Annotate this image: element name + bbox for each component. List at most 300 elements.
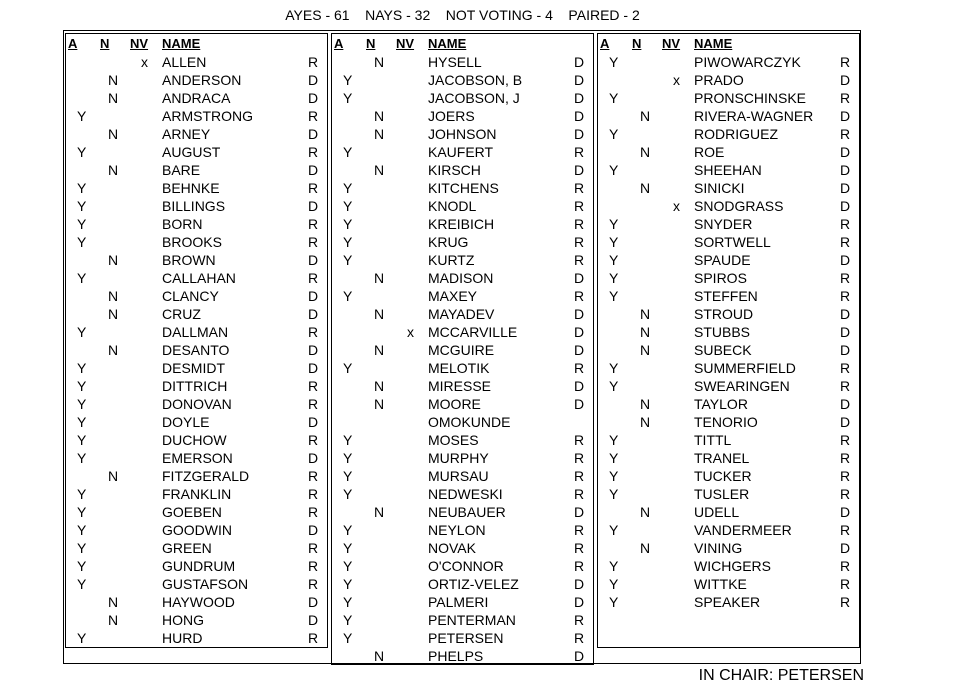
member-party: R [574, 216, 585, 232]
member-party: R [308, 576, 319, 592]
member-name: NOVAK [428, 540, 476, 556]
roll-call-column-3 [597, 33, 860, 648]
member-party: R [308, 54, 319, 70]
member-party: D [308, 450, 319, 466]
vote-nay: N [640, 414, 651, 430]
member-party: R [574, 468, 585, 484]
vote-nay: N [640, 540, 651, 556]
member-name: PENTERMAN [428, 612, 516, 628]
member-row [598, 305, 859, 323]
vote-aye: Y [609, 90, 619, 106]
vote-nay: N [640, 306, 651, 322]
vote-nay: N [374, 342, 385, 358]
vote-aye: Y [343, 486, 353, 502]
member-row [66, 125, 327, 143]
vote-aye: Y [609, 252, 619, 268]
member-party: R [840, 126, 851, 142]
member-party: D [840, 144, 851, 160]
header-nays: N [100, 36, 110, 51]
member-party: D [308, 288, 319, 304]
member-row [598, 377, 859, 395]
member-party: D [308, 360, 319, 376]
header-name: NAME [694, 36, 733, 51]
vote-nay: N [374, 378, 385, 394]
member-row [332, 215, 593, 233]
member-row [598, 53, 859, 71]
vote-aye: Y [609, 378, 619, 394]
member-row [66, 323, 327, 341]
member-name: PIWOWARCZYK [694, 54, 801, 70]
vote-aye: Y [77, 432, 87, 448]
member-row [332, 233, 593, 251]
member-name: SINICKI [694, 180, 745, 196]
member-name: PHELPS [428, 648, 484, 664]
member-party: R [308, 108, 319, 124]
vote-aye: Y [609, 522, 619, 538]
member-row [598, 575, 859, 593]
member-party: D [840, 108, 851, 124]
vote-aye: Y [77, 270, 87, 286]
member-row [598, 557, 859, 575]
member-name: SPAUDE [694, 252, 751, 268]
member-row [332, 629, 593, 647]
member-name: KNODL [428, 198, 477, 214]
member-name: ANDRACA [162, 90, 231, 106]
member-party: D [574, 504, 585, 520]
vote-aye: Y [77, 144, 87, 160]
member-party: D [840, 540, 851, 556]
member-party: R [840, 360, 851, 376]
member-party: R [308, 180, 319, 196]
member-row [66, 575, 327, 593]
vote-aye: Y [609, 486, 619, 502]
member-party: R [308, 396, 319, 412]
member-party: R [574, 288, 585, 304]
member-name: FITZGERALD [162, 468, 250, 484]
member-name: BROOKS [162, 234, 222, 250]
vote-nay: N [640, 396, 651, 412]
member-name: BEHNKE [162, 180, 220, 196]
member-name: STEFFEN [694, 288, 758, 304]
vote-aye: Y [343, 252, 353, 268]
member-party: R [574, 252, 585, 268]
vote-not-voting: x [141, 54, 148, 70]
member-name: HURD [162, 630, 203, 646]
header-name: NAME [162, 36, 201, 51]
member-name: STROUD [694, 306, 754, 322]
member-party: R [840, 558, 851, 574]
member-name: WITTKE [694, 576, 747, 592]
member-name: TENORIO [694, 414, 758, 430]
member-row [598, 413, 859, 431]
member-name: PRONSCHINSKE [694, 90, 807, 106]
member-name: BROWN [162, 252, 216, 268]
vote-nay: N [374, 162, 385, 178]
member-row [332, 611, 593, 629]
member-party: R [308, 144, 319, 160]
member-party: D [840, 72, 851, 88]
vote-aye: Y [77, 216, 87, 232]
member-party: R [308, 324, 319, 340]
member-name: JOERS [428, 108, 475, 124]
member-party: D [308, 306, 319, 322]
member-name: MCCARVILLE [428, 324, 518, 340]
vote-aye: Y [343, 522, 353, 538]
member-name: TAYLOR [694, 396, 748, 412]
member-party: R [308, 486, 319, 502]
member-party: D [574, 90, 585, 106]
member-row [66, 215, 327, 233]
member-name: MADISON [428, 270, 494, 286]
member-row [332, 503, 593, 521]
member-row [598, 89, 859, 107]
member-party: D [308, 342, 319, 358]
member-party: D [574, 72, 585, 88]
vote-nay: N [374, 648, 385, 664]
member-row [332, 593, 593, 611]
member-name: GUSTAFSON [162, 576, 249, 592]
member-name: PETERSEN [428, 630, 504, 646]
member-party: R [840, 468, 851, 484]
member-row [66, 593, 327, 611]
member-name: AUGUST [162, 144, 221, 160]
vote-nay: N [374, 504, 385, 520]
member-row [332, 539, 593, 557]
member-party: D [840, 324, 851, 340]
member-row [598, 485, 859, 503]
vote-nay: N [108, 306, 119, 322]
member-party: D [574, 270, 585, 286]
member-party: D [308, 594, 319, 610]
member-name: SPIROS [694, 270, 747, 286]
member-row [332, 53, 593, 71]
member-name: KURTZ [428, 252, 475, 268]
member-party: R [574, 198, 585, 214]
member-party: D [308, 252, 319, 268]
member-party: D [574, 54, 585, 70]
vote-aye: Y [77, 180, 87, 196]
member-row [66, 71, 327, 89]
member-row [66, 485, 327, 503]
member-row [598, 323, 859, 341]
member-name: MOORE [428, 396, 481, 412]
member-row [598, 179, 859, 197]
member-name: MURPHY [428, 450, 489, 466]
vote-aye: Y [609, 270, 619, 286]
vote-aye: Y [77, 558, 87, 574]
member-name: SORTWELL [694, 234, 771, 250]
member-row [66, 377, 327, 395]
member-name: VANDERMEER [694, 522, 792, 538]
vote-aye: Y [609, 450, 619, 466]
member-name: STUBBS [694, 324, 751, 340]
roll-call-column-2 [331, 33, 594, 665]
vote-aye: Y [77, 396, 87, 412]
member-name: MAXEY [428, 288, 478, 304]
member-party: R [308, 432, 319, 448]
member-row [66, 161, 327, 179]
member-party: D [574, 324, 585, 340]
member-party: D [840, 252, 851, 268]
member-party: D [574, 396, 585, 412]
member-name: KITCHENS [428, 180, 499, 196]
vote-aye: Y [609, 360, 619, 376]
member-party: R [574, 558, 585, 574]
member-row [66, 143, 327, 161]
member-party: R [840, 234, 851, 250]
vote-nay: N [640, 324, 651, 340]
member-row [598, 431, 859, 449]
member-name: ARNEY [162, 126, 211, 142]
member-row [332, 431, 593, 449]
vote-aye: Y [609, 432, 619, 448]
member-row [332, 395, 593, 413]
member-row [598, 161, 859, 179]
member-party: R [308, 270, 319, 286]
vote-not-voting: x [407, 324, 414, 340]
member-row [598, 539, 859, 557]
member-party: D [574, 594, 585, 610]
vote-nay: N [374, 306, 385, 322]
member-name: GUNDRUM [162, 558, 236, 574]
member-party: D [308, 198, 319, 214]
member-row [332, 323, 593, 341]
member-name: MAYADEV [428, 306, 495, 322]
member-row [66, 395, 327, 413]
vote-aye: Y [77, 504, 87, 520]
member-name: SUBECK [694, 342, 752, 358]
member-name: BORN [162, 216, 203, 232]
member-name: DITTRICH [162, 378, 228, 394]
vote-aye: Y [609, 288, 619, 304]
member-row [66, 107, 327, 125]
vote-aye: Y [609, 126, 619, 142]
vote-aye: Y [77, 324, 87, 340]
member-row [332, 521, 593, 539]
member-row [598, 467, 859, 485]
member-name: MIRESSE [428, 378, 492, 394]
vote-aye: Y [343, 360, 353, 376]
member-row [598, 125, 859, 143]
member-row [66, 179, 327, 197]
member-row [66, 269, 327, 287]
member-name: FRANKLIN [162, 486, 232, 502]
member-row [598, 593, 859, 611]
member-party: D [840, 162, 851, 178]
vote-nay: N [640, 144, 651, 160]
vote-aye: Y [609, 594, 619, 610]
vote-aye: Y [609, 468, 619, 484]
vote-nay: N [108, 612, 119, 628]
member-name: EMERSON [162, 450, 233, 466]
header-not-voting: NV [130, 36, 149, 51]
member-row [66, 629, 327, 647]
member-row [66, 305, 327, 323]
member-row [598, 449, 859, 467]
member-name: NEUBAUER [428, 504, 506, 520]
member-name: HONG [162, 612, 204, 628]
member-party: R [840, 270, 851, 286]
member-party: D [840, 306, 851, 322]
vote-nay: N [374, 108, 385, 124]
vote-nay: N [108, 288, 119, 304]
member-name: MURSAU [428, 468, 489, 484]
vote-aye: Y [77, 360, 87, 376]
member-row [66, 431, 327, 449]
vote-nay: N [108, 72, 119, 88]
vote-not-voting: x [673, 198, 680, 214]
member-row [66, 287, 327, 305]
member-row [598, 521, 859, 539]
member-name: KIRSCH [428, 162, 481, 178]
member-row [598, 341, 859, 359]
vote-nay: N [640, 180, 651, 196]
member-name: JACOBSON, B [428, 72, 523, 88]
member-party: D [308, 72, 319, 88]
member-name: ROE [694, 144, 725, 160]
member-row [66, 449, 327, 467]
member-row [66, 251, 327, 269]
member-name: KAUFERT [428, 144, 494, 160]
member-row [332, 71, 593, 89]
member-party: D [574, 576, 585, 592]
vote-aye: Y [609, 558, 619, 574]
member-name: UDELL [694, 504, 740, 520]
member-party: R [308, 504, 319, 520]
member-party: R [574, 540, 585, 556]
member-party: R [574, 486, 585, 502]
member-name: GOEBEN [162, 504, 222, 520]
member-party: D [574, 108, 585, 124]
vote-nay: N [108, 162, 119, 178]
vote-nay: N [108, 468, 119, 484]
header-ayes: A [68, 36, 78, 51]
vote-nay: N [108, 594, 119, 610]
member-party: R [308, 630, 319, 646]
vote-aye: Y [609, 162, 619, 178]
member-party: D [308, 414, 319, 430]
member-name: JACOBSON, J [428, 90, 520, 106]
member-party: D [574, 306, 585, 322]
vote-aye: Y [343, 216, 353, 232]
vote-aye: Y [609, 234, 619, 250]
member-row [598, 359, 859, 377]
header-nays: N [632, 36, 642, 51]
header-nays: N [366, 36, 376, 51]
member-name: NEYLON [428, 522, 486, 538]
member-party: D [308, 522, 319, 538]
member-party: D [308, 90, 319, 106]
member-row [598, 251, 859, 269]
vote-aye: Y [77, 486, 87, 502]
member-party: R [840, 576, 851, 592]
member-row [66, 341, 327, 359]
member-row [332, 377, 593, 395]
member-party: R [840, 594, 851, 610]
vote-nay: N [640, 108, 651, 124]
member-name: TRANEL [694, 450, 750, 466]
vote-aye: Y [343, 90, 353, 106]
member-party: R [840, 432, 851, 448]
roll-call-column-1 [65, 33, 328, 648]
header-not-voting: NV [396, 36, 415, 51]
member-row [66, 539, 327, 557]
vote-aye: Y [77, 378, 87, 394]
header-ayes: A [334, 36, 344, 51]
member-row [332, 179, 593, 197]
member-row [332, 107, 593, 125]
member-row [332, 251, 593, 269]
member-name: GOODWIN [162, 522, 232, 538]
member-name: VINING [694, 540, 743, 556]
member-party: D [308, 126, 319, 142]
vote-nay: N [108, 252, 119, 268]
member-row [66, 557, 327, 575]
vote-nay: N [640, 504, 651, 520]
member-party: R [574, 144, 585, 160]
header-not-voting: NV [662, 36, 681, 51]
vote-aye: Y [343, 630, 353, 646]
member-party: D [308, 162, 319, 178]
member-row [332, 467, 593, 485]
member-row [66, 233, 327, 251]
member-name: ALLEN [162, 54, 207, 70]
member-name: GREEN [162, 540, 212, 556]
member-name: BARE [162, 162, 201, 178]
member-name: HYSELL [428, 54, 482, 70]
member-party: D [574, 378, 585, 394]
member-name: DESMIDT [162, 360, 225, 376]
member-row [332, 287, 593, 305]
member-party: R [574, 450, 585, 466]
vote-aye: Y [77, 108, 87, 124]
member-row [332, 269, 593, 287]
member-name: DALLMAN [162, 324, 229, 340]
header-name: NAME [428, 36, 467, 51]
member-name: CRUZ [162, 306, 201, 322]
member-row [332, 359, 593, 377]
member-row [66, 503, 327, 521]
member-name: CLANCY [162, 288, 219, 304]
vote-aye: Y [343, 468, 353, 484]
vote-aye: Y [343, 612, 353, 628]
vote-nay: N [108, 342, 119, 358]
member-row [332, 197, 593, 215]
member-party: R [840, 486, 851, 502]
vote-aye: Y [343, 288, 353, 304]
member-party: R [840, 450, 851, 466]
vote-aye: Y [77, 576, 87, 592]
member-name: PALMERI [428, 594, 489, 610]
member-row [598, 143, 859, 161]
member-party: R [308, 216, 319, 232]
vote-aye: Y [343, 450, 353, 466]
vote-aye: Y [77, 198, 87, 214]
member-name: MCGUIRE [428, 342, 495, 358]
member-row [598, 107, 859, 125]
member-row [332, 143, 593, 161]
vote-aye: Y [343, 234, 353, 250]
member-name: DESANTO [162, 342, 230, 358]
vote-nay: N [374, 54, 385, 70]
vote-aye: Y [343, 144, 353, 160]
member-row [332, 341, 593, 359]
vote-nay: N [108, 126, 119, 142]
member-name: SHEEHAN [694, 162, 762, 178]
member-party: R [574, 432, 585, 448]
member-name: RIVERA-WAGNER [694, 108, 814, 124]
member-row [66, 521, 327, 539]
